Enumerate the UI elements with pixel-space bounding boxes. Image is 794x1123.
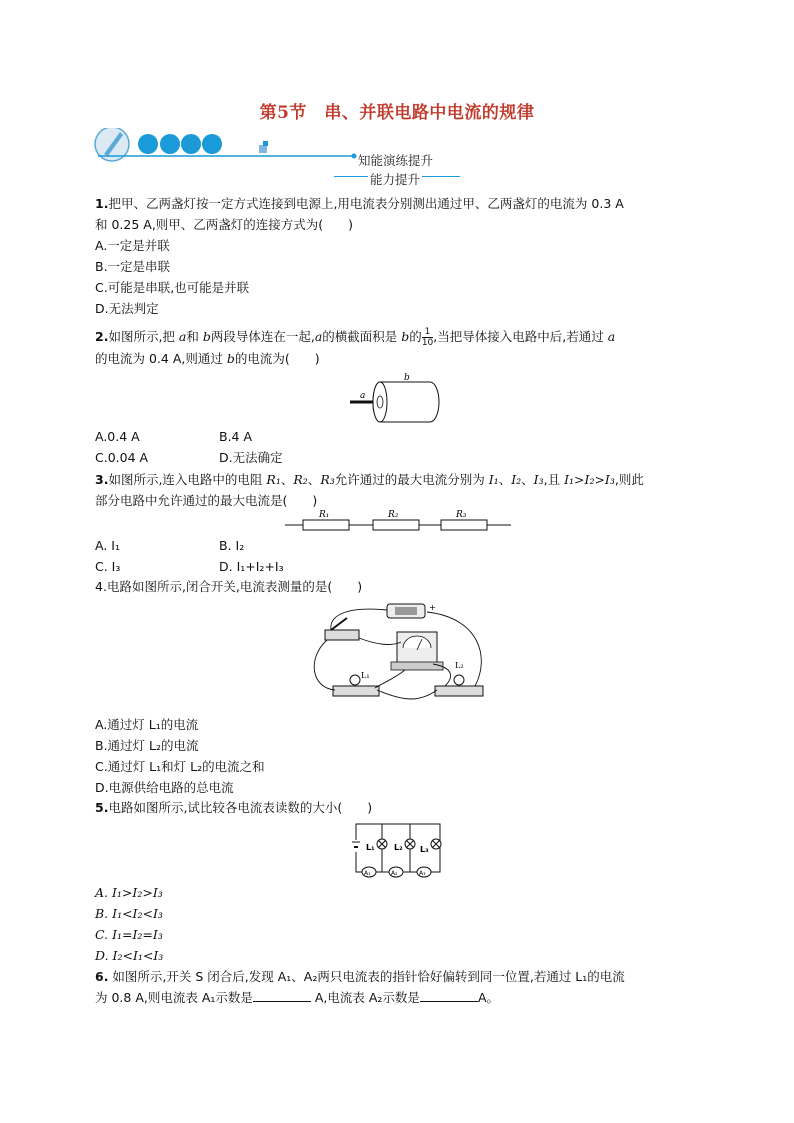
question-1 (95, 193, 705, 319)
resistor-series-figure (285, 507, 511, 535)
lamp-l1 (333, 686, 379, 696)
option: B.4 A (219, 429, 253, 444)
fraction: $\frac{1}{10}$ (421, 327, 434, 348)
switch (325, 630, 359, 640)
answer-blank[interactable] (253, 989, 311, 1002)
option: C.通过灯 L₁和灯 L₂的电流之和 (95, 759, 265, 774)
option: D. I₁+I₂+I₃ (219, 559, 284, 574)
option: C. I₃ (95, 559, 121, 574)
label-r2: R₂ (388, 510, 399, 520)
label-l1: L₁ (361, 671, 370, 680)
banner-dot (181, 134, 201, 154)
question-text: 电路如图所示,闭合开关,电流表测量的是( ) (106, 579, 363, 594)
question-2-options (95, 426, 705, 468)
question-number: 2. (95, 329, 109, 344)
svg-text:A₂: A₂ (391, 870, 398, 877)
conductor-figure (348, 370, 448, 428)
section-label-ability: 能力提升 (370, 172, 421, 187)
question-text: 和 0.25 A,则甲、乙两盏灯的连接方式为( ) (95, 217, 354, 232)
option: C.可能是串联,也可能是并联 (95, 280, 250, 295)
lamp-l1 (377, 839, 387, 849)
label-a: a (360, 391, 366, 401)
option: C.0.04 A (95, 450, 149, 465)
resistor-r2 (373, 520, 419, 530)
lamp-l2 (435, 686, 483, 696)
question-6: 6. 如图所示,开关 S 闭合后,发现 A₁、A₂两只电流表的指针恰好偏转到同一位置,若通过 L₁的电流 为 0.8 A,则电流表 A₁示数是 A,电流表 A₂示数是 A。 (95, 969, 625, 1005)
circuit-photo-figure (305, 598, 490, 710)
svg-text:A₁: A₁ (364, 870, 371, 877)
option: D.电源供给电路的总电流 (95, 780, 234, 795)
question-3: 3.如图所示,连入电路中的电阻 R₁、R₂、R₃允许通过的最大电流分别为 I₁、I₂、I₃,且 I₁>I₂>I₃,则此 部分电路中允许通过的最大电流是( ) (95, 469, 705, 511)
lamp-l3 (431, 839, 441, 849)
answer-blank[interactable] (420, 989, 478, 1002)
ammeter-a3 (417, 867, 431, 877)
option: B.一定是串联 (95, 259, 171, 274)
option: A. I₁>I₂>I₃ (95, 885, 163, 900)
option: A.0.4 A (95, 429, 140, 444)
question-number: 3. (95, 472, 109, 487)
svg-text:+: + (429, 603, 436, 612)
label-l2: L₂ (455, 661, 464, 670)
question-text: 电路如图所示,试比较各电流表读数的大小( ) (108, 800, 373, 815)
question-3-options (95, 535, 705, 577)
svg-text:A₃: A₃ (419, 870, 426, 877)
option: D.无法确定 (219, 450, 283, 465)
option: D. I₂<I₁<I₃ (95, 948, 164, 963)
question-4 (95, 576, 705, 597)
option: A. I₁ (95, 538, 120, 553)
label-r1: R₁ (319, 510, 330, 520)
ammeter-a1 (362, 867, 376, 877)
option: B. I₂ (219, 538, 245, 553)
banner-square (259, 145, 267, 153)
question-text: 把甲、乙两盏灯按一定方式连接到电源上,用电流表分别测出通过甲、乙两盏灯的电流为 0.3 A (108, 196, 624, 211)
banner-dot (202, 134, 222, 154)
option: A.通过灯 L₁的电流 (95, 717, 199, 732)
question-number: 5. (95, 800, 109, 815)
label-r3: R₃ (456, 510, 467, 520)
lamp-l2 (405, 839, 415, 849)
banner-square (263, 141, 268, 146)
banner-dot (160, 134, 180, 154)
question-number: 1. (95, 196, 109, 211)
resistor-r3 (441, 520, 487, 530)
question-text: 如图所示,开关 S 闭合后,发现 A₁、A₂两只电流表的指针恰好偏转到同一位置,若通过 L₁的电流 (108, 969, 625, 984)
resistor-r1 (303, 520, 349, 530)
label-l2: L₂ (394, 843, 403, 852)
label-l3: L₃ (420, 845, 429, 854)
banner-dot (138, 134, 158, 154)
question-number: 4. (95, 579, 107, 594)
option: C. I₁=I₂=I₃ (95, 927, 163, 942)
option: B.通过灯 L₂的电流 (95, 738, 199, 753)
option: B. I₁<I₂<I₃ (95, 906, 163, 921)
option: D.无法判定 (95, 301, 159, 316)
label-b: b (404, 373, 410, 383)
option: A.一定是并联 (95, 238, 170, 253)
label-l1: L₁ (366, 843, 375, 852)
question-4-options (95, 714, 705, 798)
question-5 (95, 797, 705, 818)
question-number: 6. (95, 969, 109, 984)
question-2: 2.如图所示,把 a和 b两段导体连在一起,a的横截面积是 b的 $\frac{1}{10}$ ,当把导体接入电路中后,若通过 a 的电流为 0.4 A,则通过 b的电流为( ) (95, 327, 616, 366)
parallel-circuit-figure (352, 820, 444, 880)
section-label-practice: 知能演练提升 (358, 153, 434, 168)
ammeter-a2 (389, 867, 403, 877)
question-text: 部分电路中允许通过的最大电流是( ) (95, 493, 318, 508)
page-title: 第5节 串、并联电路中电流的规律 (259, 103, 535, 123)
question-5-options (95, 882, 705, 966)
